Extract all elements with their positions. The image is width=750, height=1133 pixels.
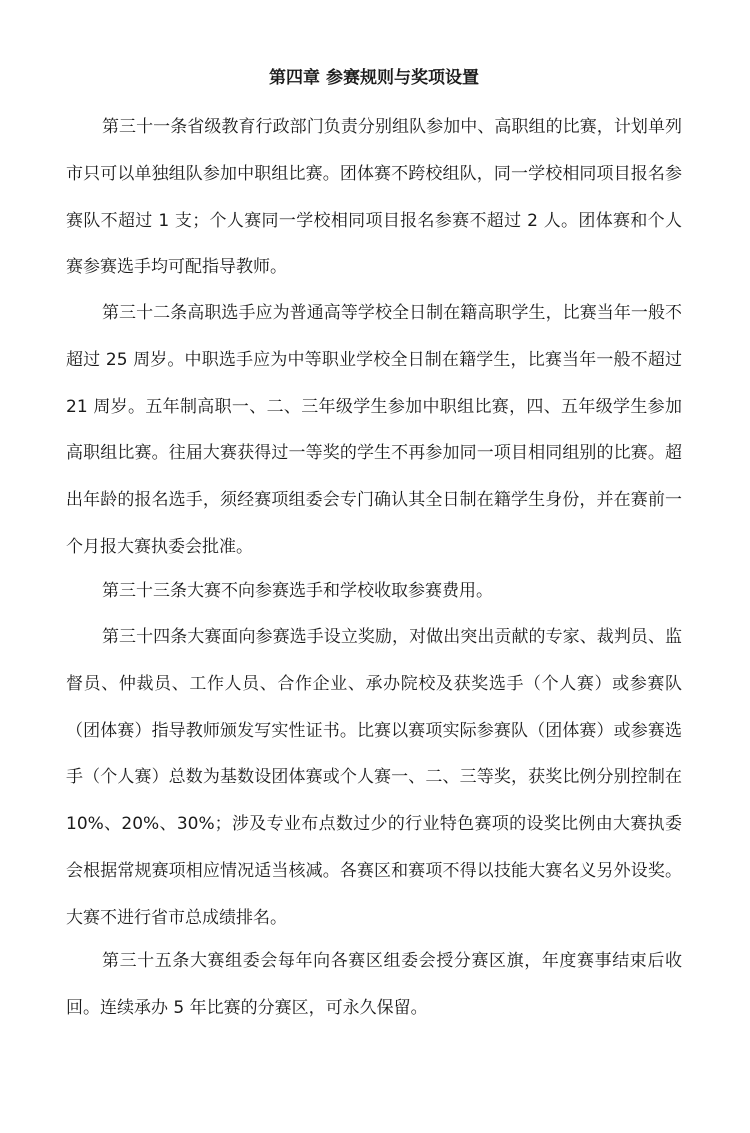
article-34: 第三十四条大赛面向参赛选手设立奖励，对做出突出贡献的专家、裁判员、监督员、仲裁员、工作人员、合作企业、承办院校及获奖选手（个人赛）或参赛队（团体赛）指导教师颁发写实性证书。比赛以赛项实际参赛队（团体赛）或参赛选手（个人赛）总数为基数设团体赛或个人赛一、二、三等奖，获奖比例分别控制在 10%、20%、30%；涉及专业布点数过少的行业特色赛项的设奖比例由大赛执委会根据常规赛项相应情况适当核减。各赛区和赛项不得以技能大赛名义另外设奖。大赛不进行省市总成绩排名。	[66, 627, 682, 928]
article-35: 第三十五条大赛组委会每年向各赛区组委会授分赛区旗，年度赛事结束后收回。连续承办 5 年比赛的分赛区，可永久保留。	[66, 951, 682, 1018]
article-31: 第三十一条省级教育行政部门负责分别组队参加中、高职组的比赛，计划单列市只可以单独组队参加中职组比赛。团体赛不跨校组队，同一学校相同项目报名参赛队不超过 1 支；个人赛同一学校相同项目报名参赛不超过 2 人。团体赛和个人赛参赛选手均可配指导教师。	[66, 117, 682, 278]
chapter-title: 第四章 参赛规则与奖项设置	[269, 68, 479, 88]
article-32: 第三十二条高职选手应为普通高等学校全日制在籍高职学生，比赛当年一般不超过 25 周岁。中职选手应为中等职业学校全日制在籍学生，比赛当年一般不超过 21 周岁。五年制高职一、二、三年级学生参加中职组比赛，四、五年级学生参加高职组比赛。往届大赛获得过一等奖的学生不再参加同一项目相同组别的比赛。超出年龄的报名选手，须经赛项组委会专门确认其全日制在籍学生身份，并在赛前一个月报大赛执委会批准。	[66, 303, 682, 557]
article-33: 第三十三条大赛不向参赛选手和学校收取参赛费用。	[102, 581, 493, 601]
